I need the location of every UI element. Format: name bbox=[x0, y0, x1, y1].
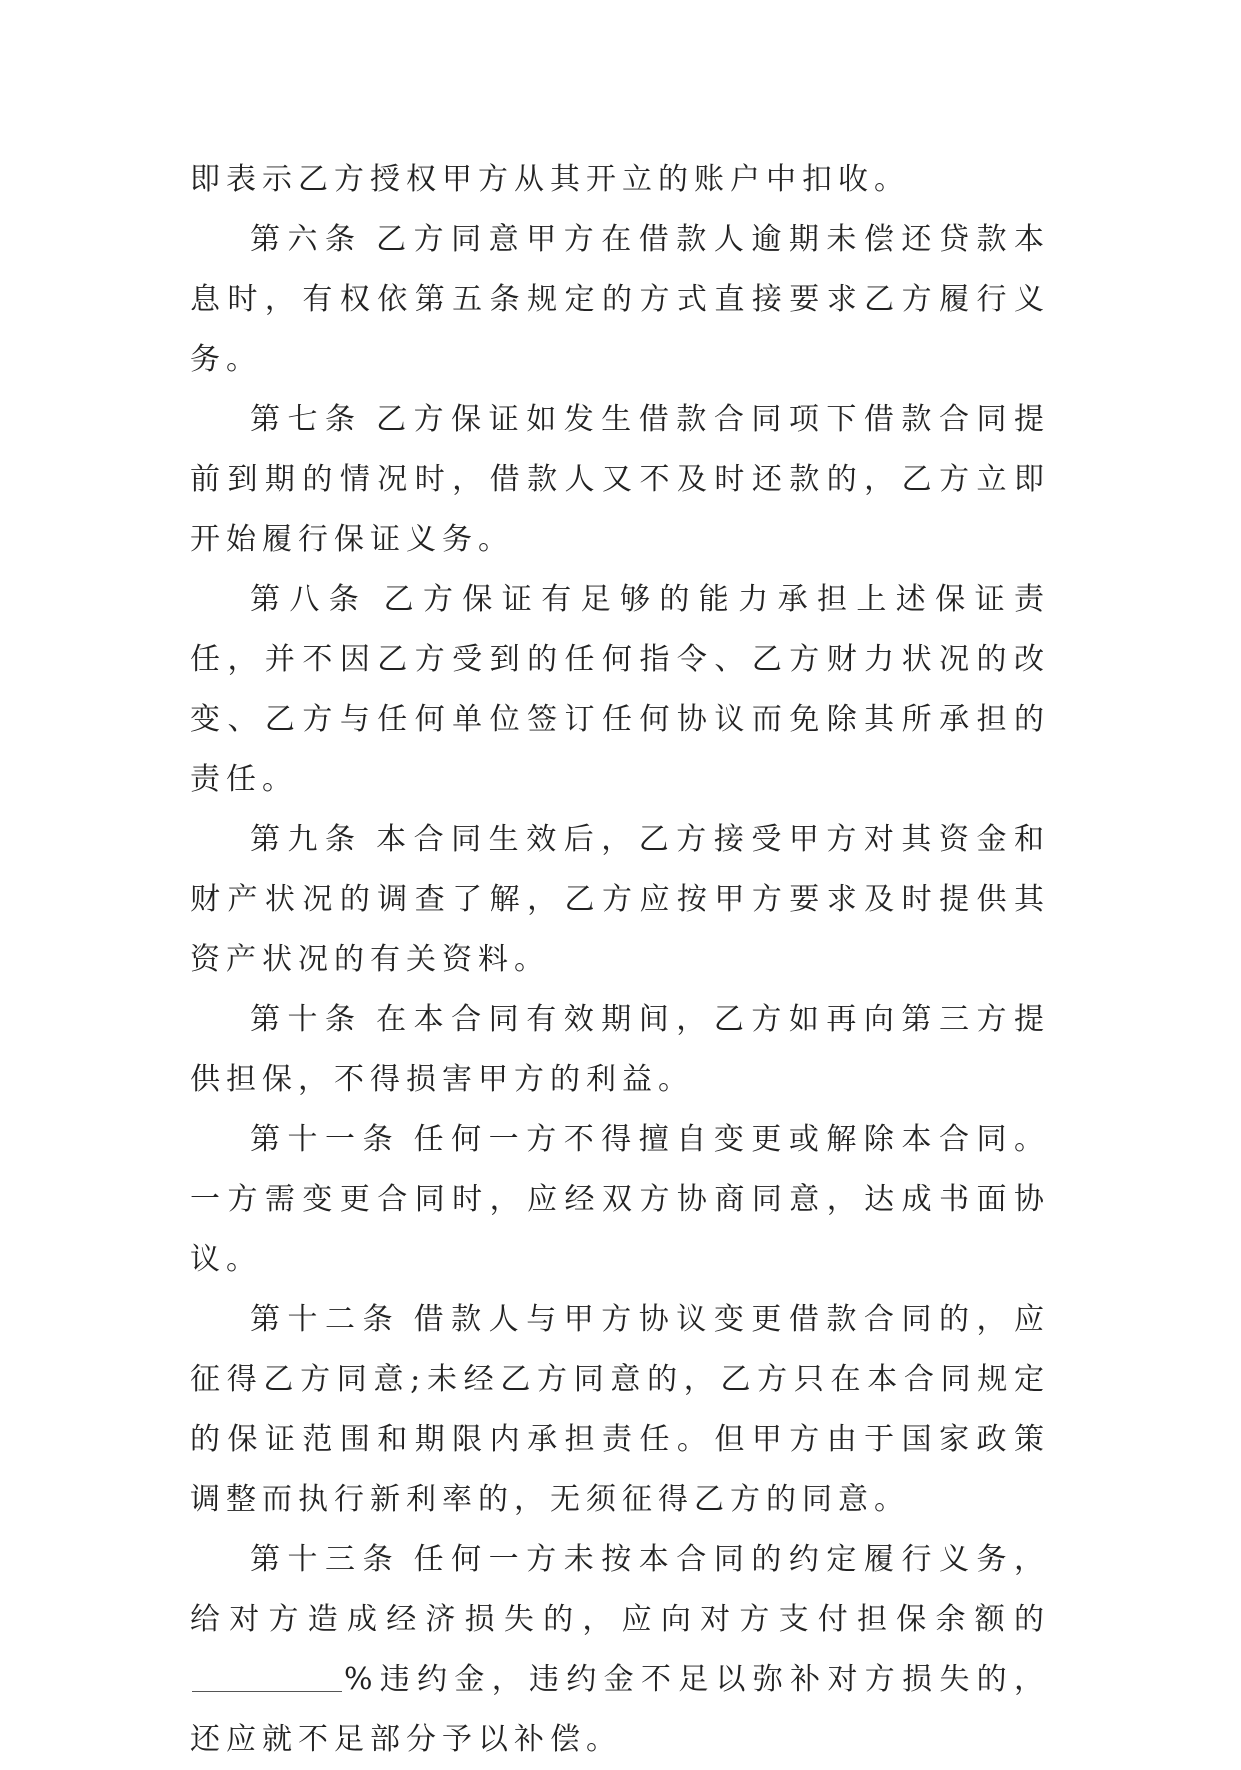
article-text: 借款人与甲方协议变更借款合同的，应征得乙方同意;未经乙方同意的，乙方只在本合同规定的保证范围和期限内承担责任。但甲方由于国家政策调整而执行新利率的，无须征得乙方的同意。 bbox=[190, 1302, 1051, 1517]
article-text: 乙方保证如发生借款合同项下借款合同提前到期的情况时，借款人又不及时还款的，乙方立即开始履行保证义务。 bbox=[190, 402, 1051, 557]
continuation-paragraph: 即表示乙方授权甲方从其开立的账户中扣收。 bbox=[190, 162, 910, 197]
article-7 bbox=[190, 390, 1050, 570]
article-text-after: %违约金，违约金不足以弥补对方损失的，还应就不足部分予以补偿。 bbox=[190, 1662, 1050, 1757]
article-number: 第九条 bbox=[250, 822, 363, 857]
article-text: 乙方保证有足够的能力承担上述保证责任，并不因乙方受到的任何指令、乙方财力状况的改变、乙方与任何单位签订任何协议而免除其所承担的责任。 bbox=[190, 582, 1051, 797]
article-number: 第十三条 bbox=[250, 1542, 401, 1577]
blank-fill-line[interactable] bbox=[192, 1661, 342, 1692]
article-text: 任何一方不得擅自变更或解除本合同。一方需变更合同时，应经双方协商同意，达成书面协议。 bbox=[190, 1122, 1051, 1277]
article-number: 第八条 bbox=[250, 582, 369, 617]
article-6 bbox=[190, 210, 1050, 390]
article-number: 第十条 bbox=[250, 1002, 363, 1037]
article-text: 乙方同意甲方在借款人逾期未偿还贷款本息时，有权依第五条规定的方式直接要求乙方履行义务。 bbox=[190, 222, 1051, 377]
article-10 bbox=[190, 990, 1050, 1110]
contract-page bbox=[190, 150, 1050, 1770]
article-text: 本合同生效后，乙方接受甲方对其资金和财产状况的调查了解，乙方应按甲方要求及时提供其资产状况的有关资料。 bbox=[190, 822, 1051, 977]
article-12 bbox=[190, 1290, 1050, 1530]
article-text-before: 任何一方未按本合同的约定履行义务，给对方造成经济损失的，应向对方支付担保余额的 bbox=[190, 1542, 1051, 1637]
article-8 bbox=[190, 570, 1050, 810]
article-13 bbox=[190, 1530, 1050, 1770]
article-9 bbox=[190, 810, 1050, 990]
article-number: 第六条 bbox=[250, 222, 363, 257]
article-number: 第十一条 bbox=[250, 1122, 401, 1157]
article-number: 第七条 bbox=[250, 402, 363, 437]
article-text: 在本合同有效期间，乙方如再向第三方提供担保，不得损害甲方的利益。 bbox=[190, 1002, 1051, 1097]
article-number: 第十二条 bbox=[250, 1302, 401, 1337]
article-11 bbox=[190, 1110, 1050, 1290]
